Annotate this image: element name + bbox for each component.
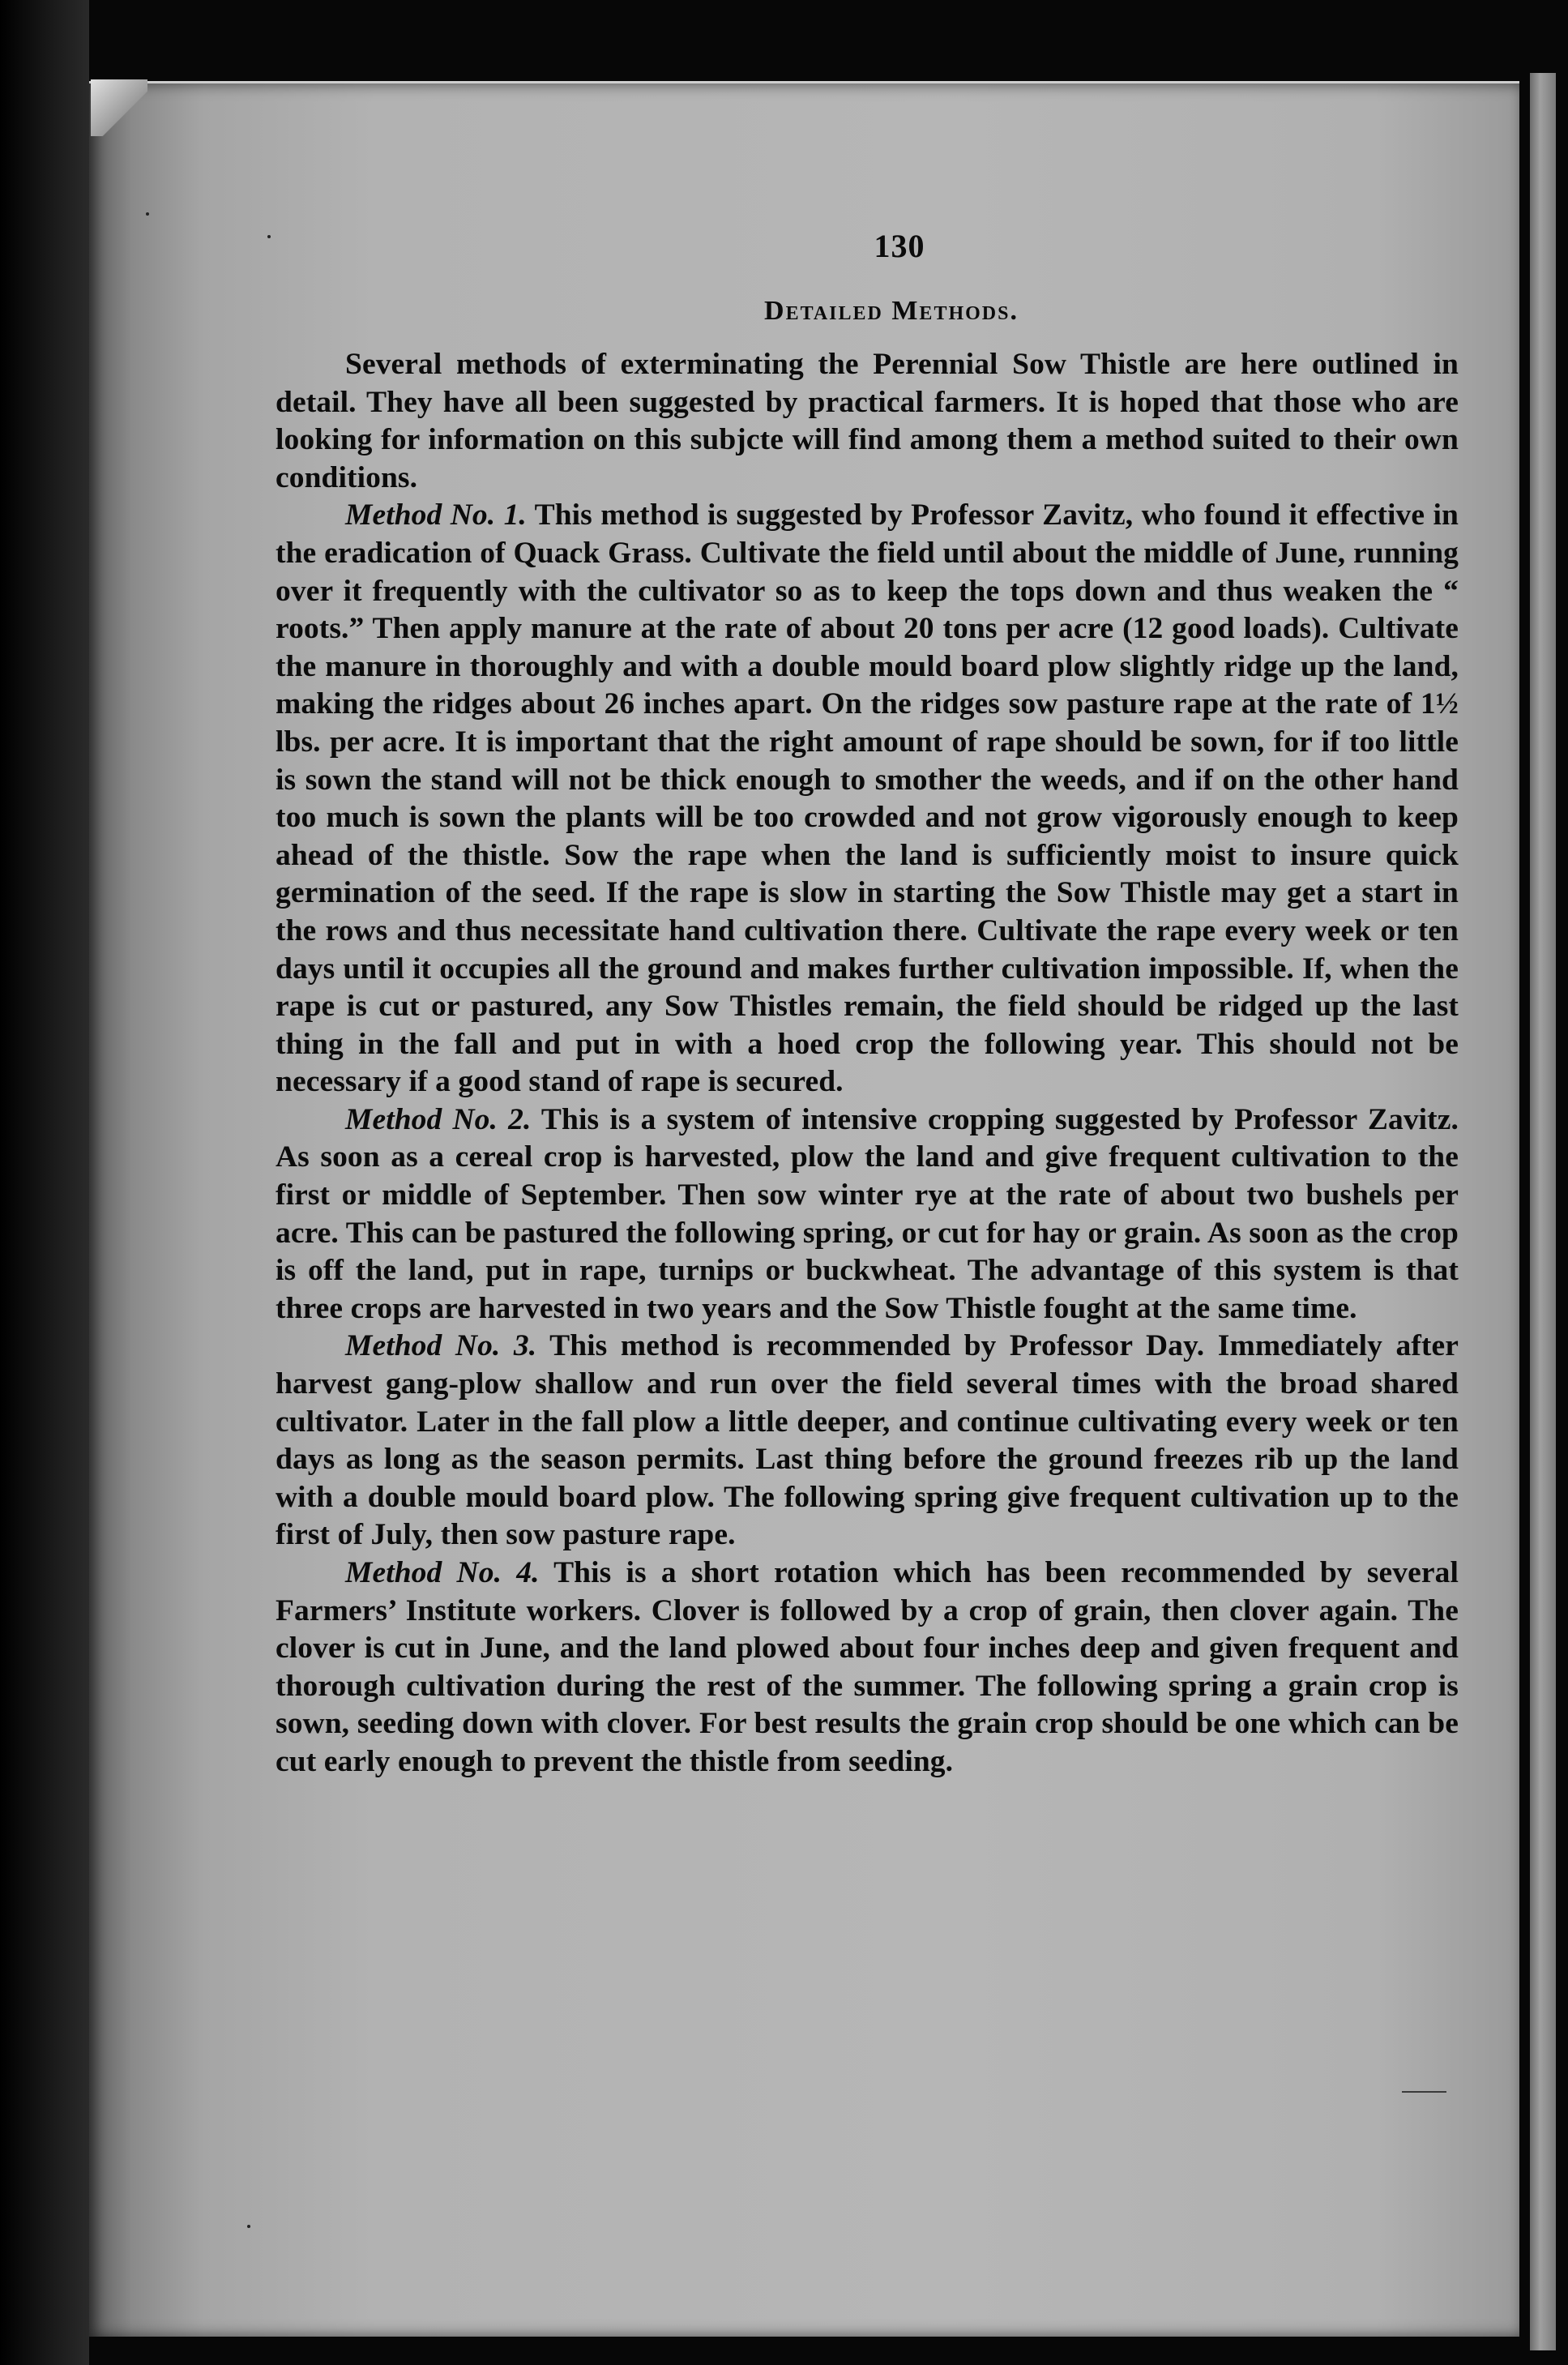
method-4-text: This is a short rotation which has been recommended by several Farmers’ Institute workers. Clover is followed by a crop of grain, then clover again. The clover is cut in June, and the land plowed about four inches deep and given frequent and thorough cultivation during the rest of the summer. The following spring a grain crop is sown, seeding down with clover. For best results the grain crop should be one which can be cut early enough to prevent the thistle from seeding. bbox=[276, 1556, 1459, 1778]
method-4-paragraph bbox=[276, 1555, 1459, 1781]
method-1-label: Method No. 1. bbox=[345, 498, 527, 532]
scan-speck bbox=[247, 2225, 250, 2228]
method-2-label: Method No. 2. bbox=[345, 1102, 532, 1136]
section-heading: Detailed Methods. bbox=[764, 296, 1019, 326]
folded-corner bbox=[91, 79, 147, 136]
page-text-block bbox=[276, 212, 1459, 1781]
method-3-text: This method is recommended by Professor Day. Immediately after harvest gang-plow shallow and run over the field several times with the broad shared cultivator. Later in the fall plow a little deeper, and continue cultivating every week or ten days as long as the season permits. Last thing before the ground freezes rib up the land with a double mould board plow. The following spring give frequent cultivation up to the first of July, then sow pasture rape. bbox=[276, 1329, 1459, 1552]
method-3-paragraph bbox=[276, 1328, 1459, 1555]
page-number: 130 bbox=[874, 228, 925, 264]
adjacent-page-edge bbox=[1530, 73, 1556, 2350]
scan-speck bbox=[146, 212, 149, 216]
method-2-paragraph bbox=[276, 1101, 1459, 1328]
method-3-label: Method No. 3. bbox=[345, 1329, 537, 1363]
method-1-text: This method is suggested by Professor Zavitz, who found it effective in the eradication of Quack Grass. Cultivate the field until about the middle of June, running over it frequently with the cultivator so as to keep the tops down and thus weaken the “ roots.” Then apply manure at the rate of about 20 tons per acre (12 good loads). Cultivate the manure in thoroughly and with a double mould board plow slightly ridge up the land, making the ridges about 26 inches apart. On the ridges sow pasture rape at the rate of 1½ lbs. per acre. It is important that the right amount of rape should be sown, for if too little is sown the stand will not be thick enough to smother the weeds, and if on the other hand too much is sown the plants will be too crowded and not grow vigorously enough to keep ahead of the thistle. Sow the rape when the land is sufficiently moist to insure quick germination of the seed. If the rape is slow in starting the Sow Thistle may get a start in the rows and thus necessitate hand cultivation there. Cultivate the rape every week or ten days until it occupies all the ground and makes further cultivation impossible. If, when the rape is cut or pastured, any Sow Thistles remain, the field should be ridged up the last thing in the fall and put in with a hoed crop the following year. This should not be necessary if a good stand of rape is secured. bbox=[276, 498, 1459, 1099]
scan-mark bbox=[1402, 2091, 1446, 2093]
scan-speck bbox=[267, 235, 271, 238]
binding-shadow bbox=[0, 0, 89, 2365]
method-1-paragraph bbox=[276, 497, 1459, 1101]
intro-paragraph: Several methods of exterminating the Perennial Sow Thistle are here outlined in detail. They have all been suggested by practical farmers. It is hoped that those who are looking for information on this subjcte will find among them a method suited to their own conditions. bbox=[276, 348, 1459, 494]
method-4-label: Method No. 4. bbox=[345, 1556, 540, 1589]
method-2-text: This is a system of intensive cropping suggested by Professor Zavitz. As soon as a cereal crop is harvested, plow the land and give frequent cultivation to the first or middle of September. Then sow winter rye at the rate of about two bushels per acre. This can be pastured the following spring, or cut for hay or grain. As soon as the crop is off the land, put in rape, turnips or buckwheat. The advantage of this system is that three crops are harvested in two years and the Sow Thistle fought at the same time. bbox=[276, 1102, 1459, 1325]
